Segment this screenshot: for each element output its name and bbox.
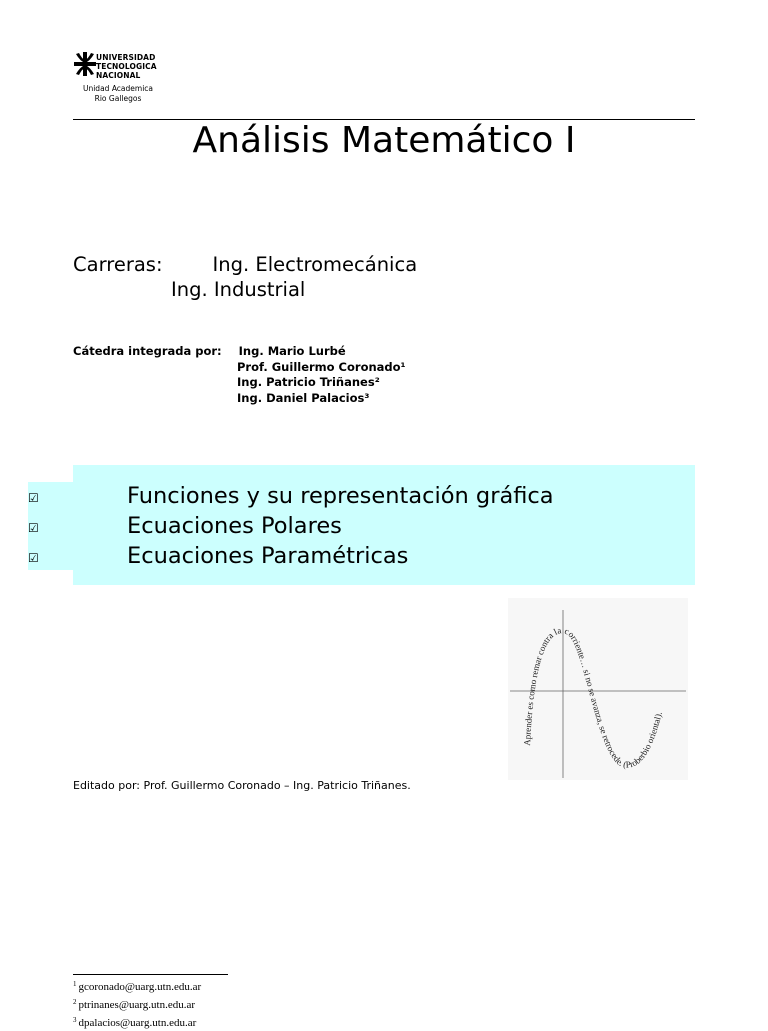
topic-item: Ecuaciones Paramétricas <box>127 543 409 569</box>
careers-block <box>73 252 417 302</box>
faculty-block <box>73 344 406 406</box>
faculty-member: Prof. Guillermo Coronado¹ <box>237 359 406 374</box>
page-title: Análisis Matemático I <box>192 120 576 161</box>
ballot-box-with-check-icon: ☑ <box>28 521 39 535</box>
footnote-item: $^2$ ptrinanes@uarg.utn.edu.ar <box>73 998 196 1011</box>
footnote-item: $^1$ gcoronado@uarg.utn.edu.ar <box>73 980 202 993</box>
figure-quote-text: Aprender es como remar contra la corriente… si no se avanza, se retrocede. (Proberbio oriental). <box>522 625 664 770</box>
footnote-rule <box>73 974 228 975</box>
utn-logo-icon <box>74 52 96 76</box>
footnote-email: ptrinanes@uarg.utn.edu.ar <box>78 999 196 1011</box>
edited-by <box>73 778 411 793</box>
academic-unit: Unidad Academica Rio Gallegos <box>82 84 154 103</box>
checkbox-column <box>28 482 73 570</box>
sine-quote-figure <box>508 598 688 780</box>
career-item: Ing. Electromecánica <box>212 253 418 276</box>
faculty-member: Ing. Mario Lurbé <box>238 344 346 358</box>
careers-label: Carreras: <box>73 253 163 276</box>
footnote-email: gcoronado@uarg.utn.edu.ar <box>78 981 202 993</box>
footnote-email: dpalacios@uarg.utn.edu.ar <box>78 1017 197 1029</box>
edited-by-prefix: Editado por: <box>73 779 144 792</box>
footnote-item: $^3$ dpalacios@uarg.utn.edu.ar <box>73 1016 197 1029</box>
faculty-member: Ing. Daniel Palacios³ <box>237 390 370 405</box>
faculty-label: Cátedra integrada por: <box>73 344 222 358</box>
edited-by-names: Prof. Guillermo Coronado – Ing. Patricio Triñanes. <box>143 779 411 792</box>
ballot-box-with-check-icon: ☑ <box>28 491 39 505</box>
topics-panel <box>73 465 695 585</box>
ballot-box-with-check-icon: ☑ <box>28 551 39 565</box>
faculty-member: Ing. Patricio Triñanes² <box>237 375 380 389</box>
career-item: Ing. Industrial <box>171 278 306 301</box>
topic-item: Funciones y su representación gráfica <box>127 483 554 509</box>
university-name: UNIVERSIDAD TECNOLOGICA NACIONAL <box>96 53 157 80</box>
topic-item: Ecuaciones Polares <box>127 513 342 539</box>
footnotes <box>73 977 201 1031</box>
